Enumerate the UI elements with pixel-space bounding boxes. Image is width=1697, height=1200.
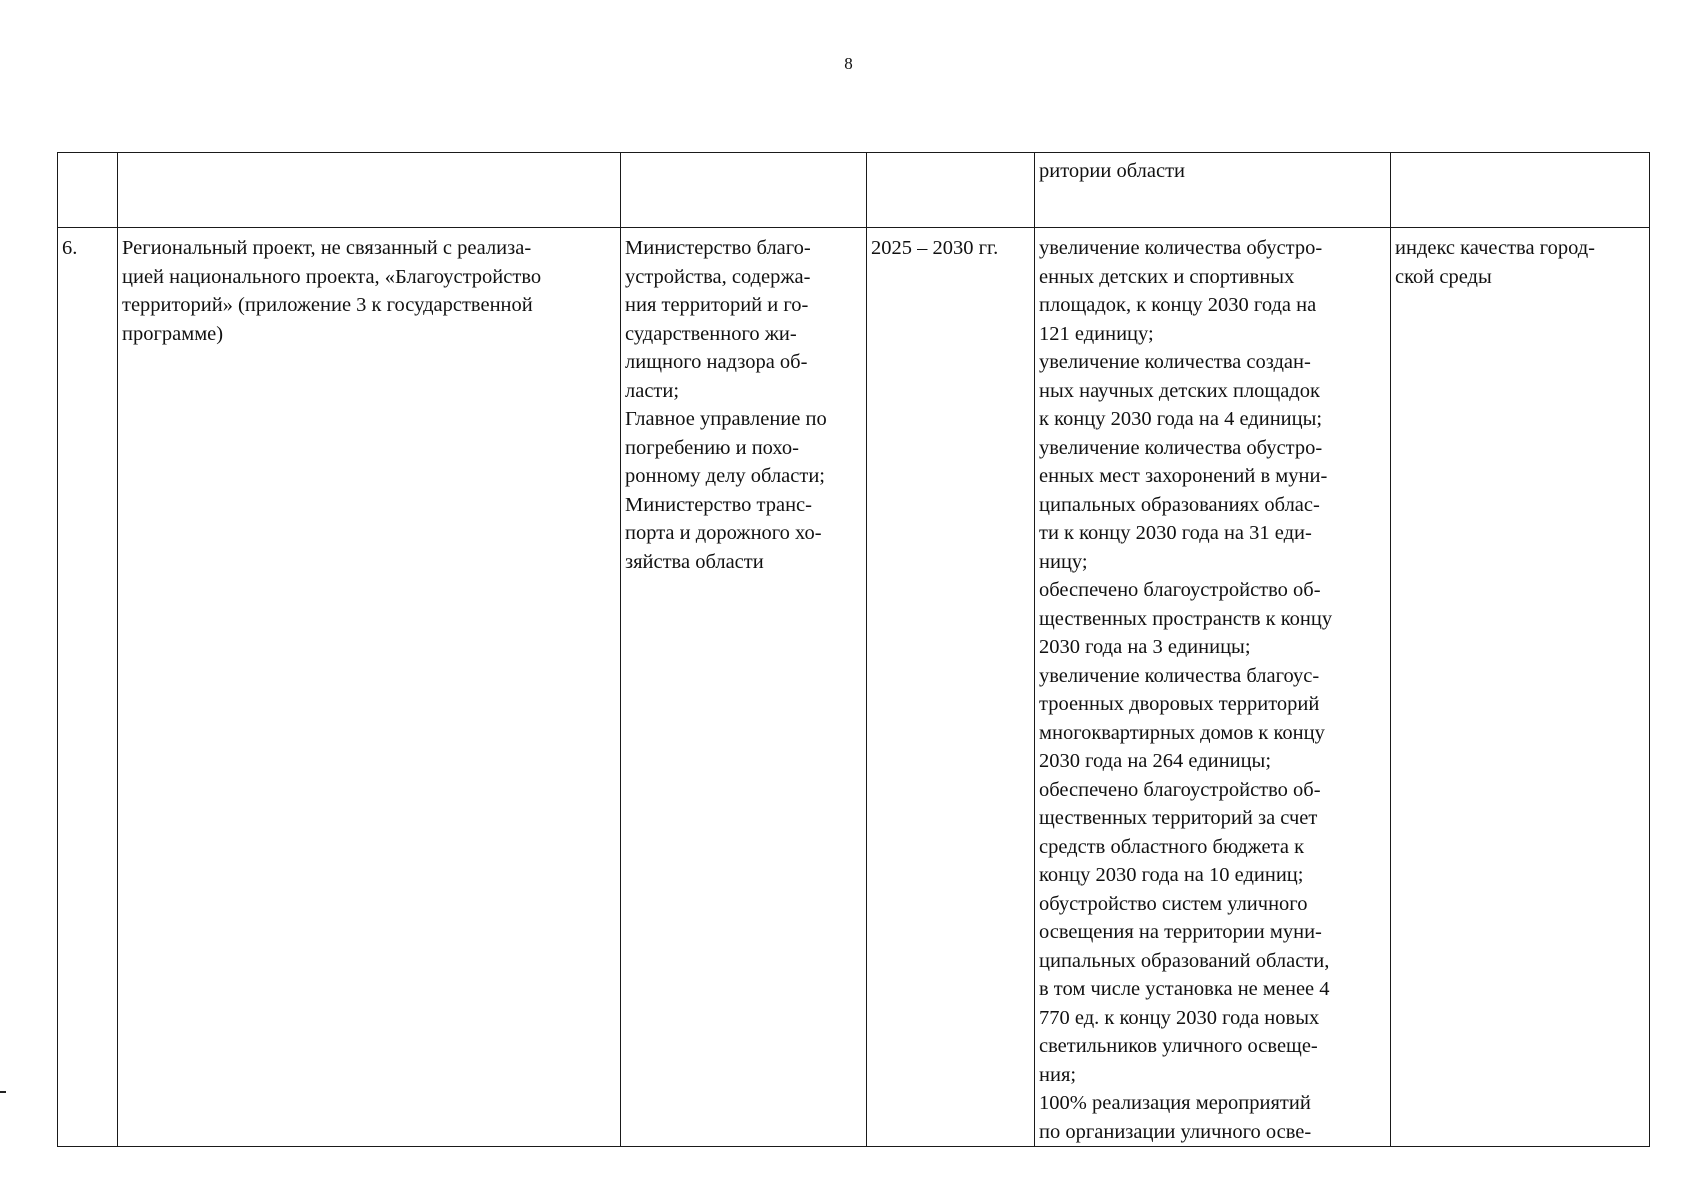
text-line: освещения на территории муни- [1039, 921, 1322, 943]
text-line: лищного надзора об- [625, 351, 808, 373]
text-line: погребению и похо- [625, 436, 799, 459]
text-line: троенных дворовых территорий [1039, 693, 1320, 715]
table-row-continuation [58, 153, 1650, 228]
text-line: светильников уличного освеще- [1039, 1035, 1318, 1057]
text-line: енных детских и спортивных [1039, 265, 1295, 288]
text-line: 121 единицу; [1039, 322, 1154, 345]
text-line: средств областного бюджета к [1039, 835, 1305, 858]
program-structure-table [57, 152, 1650, 1147]
text-line: ных научных детских площадок [1039, 379, 1320, 402]
text-line: сударственного жи- [625, 322, 797, 345]
text-line: ципальных образованиях облас- [1039, 493, 1320, 516]
cell-results-continuation [1035, 153, 1391, 228]
text-line: увеличение количества благоус- [1039, 664, 1320, 687]
text-line: концу 2030 года на 10 единиц; [1039, 864, 1304, 886]
text-line: обеспечено благоустройство об- [1039, 579, 1321, 601]
text-line: увеличение количества создан- [1039, 351, 1311, 373]
text-line: ния территорий и го- [625, 294, 809, 316]
table-row [58, 228, 1650, 1147]
text-line: обустройство систем уличного [1039, 892, 1308, 915]
cell-project-empty [118, 153, 621, 228]
text-line: Главное управление по [625, 408, 827, 430]
cell-results [1035, 228, 1391, 1147]
cell-term-empty [867, 153, 1035, 228]
cell-number-empty [58, 153, 118, 228]
text-line: зяйства области [625, 550, 764, 573]
text-line: ритории области [1039, 160, 1186, 182]
text-line: Региональный проект, не связанный с реализа- [122, 237, 532, 259]
text-line: Министерство транс- [625, 493, 812, 516]
text-line: ти к концу 2030 года на 31 еди- [1039, 522, 1312, 544]
cell-term [867, 228, 1035, 1147]
page-number: 8 [844, 54, 853, 73]
text-line: 2025 – 2030 гг. [871, 237, 999, 259]
text-line: щественных территорий за счет [1039, 807, 1318, 829]
text-line: по организации уличного осве- [1039, 1120, 1312, 1143]
cell-executor [621, 228, 867, 1147]
text-line: индекс качества город- [1395, 237, 1595, 259]
text-line: 100% реализация мероприятий [1039, 1092, 1311, 1114]
cell-number: 6. [58, 228, 118, 1147]
text-line: ницу; [1039, 550, 1088, 573]
text-line: программе) [122, 322, 224, 345]
text-line: цией национального проекта, «Благоустройство [122, 265, 542, 288]
text-line: щественных пространств к концу [1039, 607, 1333, 630]
cell-indicator [1391, 228, 1650, 1147]
text-line: ской среды [1395, 265, 1492, 288]
text-line: устройства, содержа- [625, 265, 811, 288]
text-line: к концу 2030 года на 4 единицы; [1039, 408, 1323, 430]
text-line: 2030 года на 264 единицы; [1039, 750, 1272, 772]
text-line: увеличение количества обустро- [1039, 237, 1323, 259]
text-line: ния; [1039, 1063, 1077, 1086]
text-line: ласти; [625, 379, 680, 402]
text-line: енных мест захоронений в муни- [1039, 465, 1328, 487]
text-line: площадок, к концу 2030 года на [1039, 294, 1317, 316]
text-line: ципальных образований области, [1039, 949, 1330, 972]
text-line: ронному делу области; [625, 465, 826, 487]
text-line: в том числе установка не менее 4 [1039, 978, 1330, 1000]
text-line: увеличение количества обустро- [1039, 436, 1323, 459]
text-line: территорий» (приложение 3 к государственной [122, 294, 533, 316]
text-line: многоквартирных домов к концу [1039, 721, 1325, 744]
text-line: 770 ед. к концу 2030 года новых [1039, 1006, 1320, 1029]
text-line: Министерство благо- [625, 237, 811, 259]
cell-indicator-empty [1391, 153, 1650, 228]
cell-executor-empty [621, 153, 867, 228]
text-line: обеспечено благоустройство об- [1039, 778, 1321, 801]
text-line: порта и дорожного хо- [625, 522, 822, 544]
scan-margin-mark [0, 1091, 6, 1093]
cell-project [118, 228, 621, 1147]
text-line: 2030 года на 3 единицы; [1039, 636, 1251, 658]
